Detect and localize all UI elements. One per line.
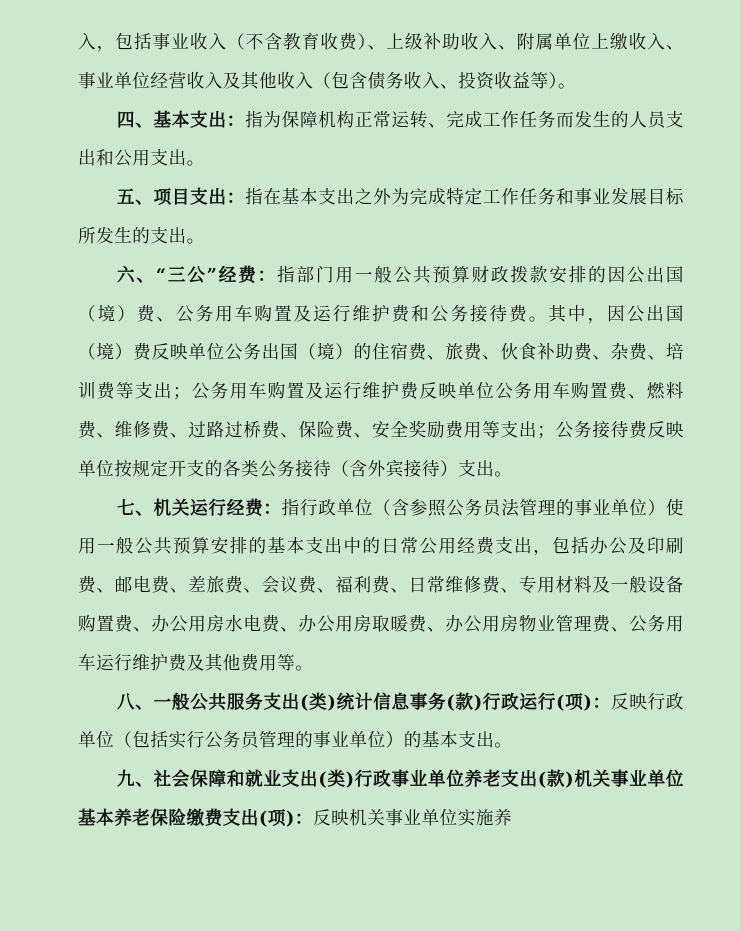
term-basic-expenditure: 四、基本支出： [117, 110, 246, 131]
term-three-public-expenses: 六、“三公”经费： [117, 265, 278, 286]
paragraph-text: 反映机关事业单位实施养 [312, 808, 513, 829]
paragraph-project-expenditure [78, 179, 684, 257]
paragraph-text: 入，包括事业收入（不含教育收费）、上级补助收入、附属单位上缴收入、事业单位经营收入及其他收入（包含债务收入、投资收益等）。 [78, 33, 684, 92]
paragraph-general-public-services [78, 684, 684, 762]
paragraph-text: 指行政单位（含参照公务员法管理的事业单位）使用一般公共预算安排的基本支出中的日常公用经费支出，包括办公及印刷费、邮电费、差旅费、会议费、福利费、日常维修费、专用材料及一般设备购置费、办公用房水电费、办公用房取暖费、办公用房物业管理费、公务用车运行维护费及其他费用等。 [78, 498, 684, 674]
term-agency-operating-funds: 七、机关运行经费： [117, 498, 282, 519]
paragraph-text: 指部门用一般公共预算财政拨款安排的因公出国（境）费、公务用车购置及运行维护费和公务接待费。其中，因公出国（境）费反映单位公务出国（境）的住宿费、旅费、伙食补助费、杂费、培训费等支出；公务用车购置及运行维护费反映单位公务用车购置费、燃料费、维修费、过路过桥费、保险费、安全奖励费用等支出；公务接待费反映单位按规定开支的各类公务接待（含外宾接待）支出。 [78, 265, 684, 480]
paragraph-three-public-expenses [78, 257, 684, 490]
paragraph-text: 指在基本支出之外为完成特定工作任务和事业发展目标所发生的支出。 [78, 188, 684, 247]
paragraph-text: 反映行政单位（包括实行公务员管理的事业单位）的基本支出。 [78, 692, 684, 752]
term-project-expenditure: 五、项目支出： [117, 188, 246, 209]
paragraph-basic-expenditure [78, 102, 684, 180]
paragraph-agency-operating-funds [78, 490, 684, 684]
term-social-security: 九、社会保障和就业支出(类)行政事业单位养老支出(款)机关事业单位基本养老保险缴费支出(项)： [78, 770, 684, 829]
paragraph-text: 指为保障机构正常运转、完成工作任务而发生的人员支出和公用支出。 [78, 110, 684, 170]
term-general-public-services: 八、一般公共服务支出(类)统计信息事务(款)行政运行(项)： [117, 692, 611, 713]
paragraph-social-security [78, 761, 684, 839]
paragraph-income-continued [78, 24, 684, 102]
